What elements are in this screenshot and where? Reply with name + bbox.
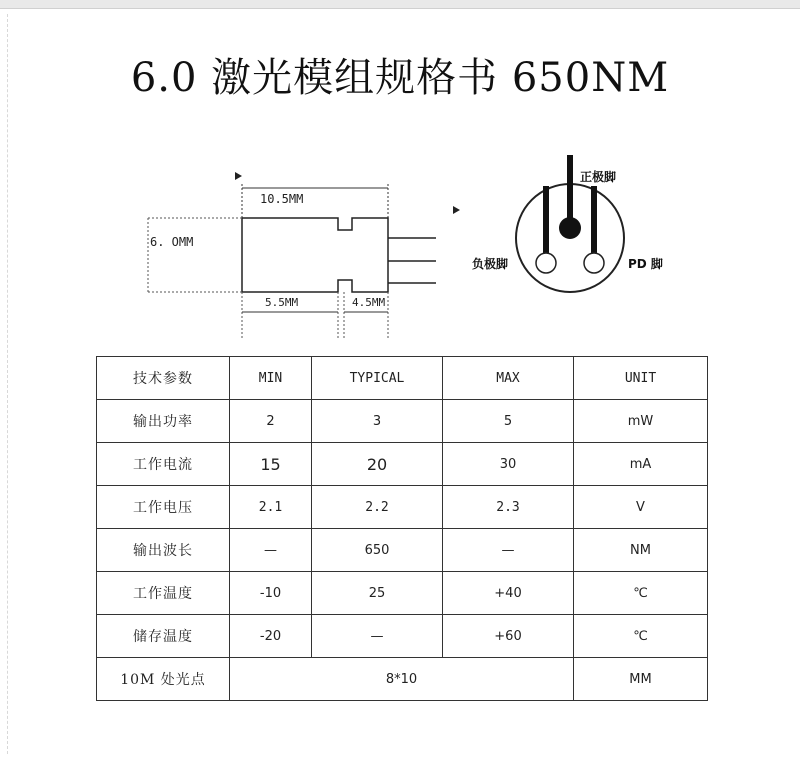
row-label: 工作电压 <box>97 486 230 529</box>
front-dimension-label: 5.5MM <box>265 296 299 309</box>
pin-negative-dot <box>536 253 556 273</box>
pin-negative-label: 负极脚 <box>472 257 509 271</box>
table-row <box>97 615 708 658</box>
row-label: 输出波长 <box>97 529 230 572</box>
pin-negative-lead <box>543 186 549 260</box>
pin-pd-dot <box>584 253 604 273</box>
cell-unit: ℃ <box>574 572 708 615</box>
header-cell-unit: UNIT <box>574 357 708 400</box>
table-row <box>97 572 708 615</box>
header-cell-param: 技术参数 <box>97 357 230 400</box>
cell-unit: NM <box>574 529 708 572</box>
cell-spot-value: 8*10 <box>230 658 574 701</box>
table-row <box>97 486 708 529</box>
table-row-spot-size <box>97 658 708 701</box>
marker-arrow-right <box>453 206 460 214</box>
table-header-row <box>97 357 708 400</box>
cell-typical: 25 <box>312 572 443 615</box>
cell-typical: 3 <box>312 400 443 443</box>
cell-typical: — <box>312 615 443 658</box>
cell-max: 2.3 <box>443 486 574 529</box>
table-row <box>97 529 708 572</box>
cell-typical: 650 <box>312 529 443 572</box>
laser-module-diagram <box>0 0 800 350</box>
cell-max: 30 <box>443 443 574 486</box>
cell-max: +40 <box>443 572 574 615</box>
cell-min: 15 <box>230 443 312 486</box>
pin-pd-label: PD 脚 <box>628 257 663 271</box>
row-label: 10M 处光点 <box>97 658 230 701</box>
marker-arrow-left <box>235 172 242 180</box>
length-dimension-label: 10.5MM <box>260 192 304 206</box>
cell-unit: MM <box>574 658 708 701</box>
cell-max: — <box>443 529 574 572</box>
header-cell-min: MIN <box>230 357 312 400</box>
header-cell-typical: TYPICAL <box>312 357 443 400</box>
pin-positive-dot <box>559 217 581 239</box>
table-row <box>97 443 708 486</box>
cell-min: — <box>230 529 312 572</box>
pin-positive-lead <box>567 155 573 225</box>
cell-min: -20 <box>230 615 312 658</box>
row-label: 储存温度 <box>97 615 230 658</box>
row-label: 工作电流 <box>97 443 230 486</box>
rear-dimension-label: 4.5MM <box>352 296 386 309</box>
row-label: 输出功率 <box>97 400 230 443</box>
spec-table <box>96 356 708 701</box>
pin-pd-lead <box>591 186 597 260</box>
module-body <box>242 218 388 292</box>
cell-max: 5 <box>443 400 574 443</box>
cell-min: 2.1 <box>230 486 312 529</box>
diameter-dimension-label: 6. OMM <box>150 235 194 249</box>
header-cell-max: MAX <box>443 357 574 400</box>
cell-typical: 2.2 <box>312 486 443 529</box>
cell-min: 2 <box>230 400 312 443</box>
page-title: 6.0 激光模组规格书 650NM <box>130 55 670 101</box>
table-row <box>97 400 708 443</box>
cell-unit: V <box>574 486 708 529</box>
pin-positive-label: 正极脚 <box>580 170 617 184</box>
cell-unit: ℃ <box>574 615 708 658</box>
cell-unit: mA <box>574 443 708 486</box>
cell-unit: mW <box>574 400 708 443</box>
row-label: 工作温度 <box>97 572 230 615</box>
cell-typical: 20 <box>312 443 443 486</box>
cell-max: +60 <box>443 615 574 658</box>
cell-min: -10 <box>230 572 312 615</box>
